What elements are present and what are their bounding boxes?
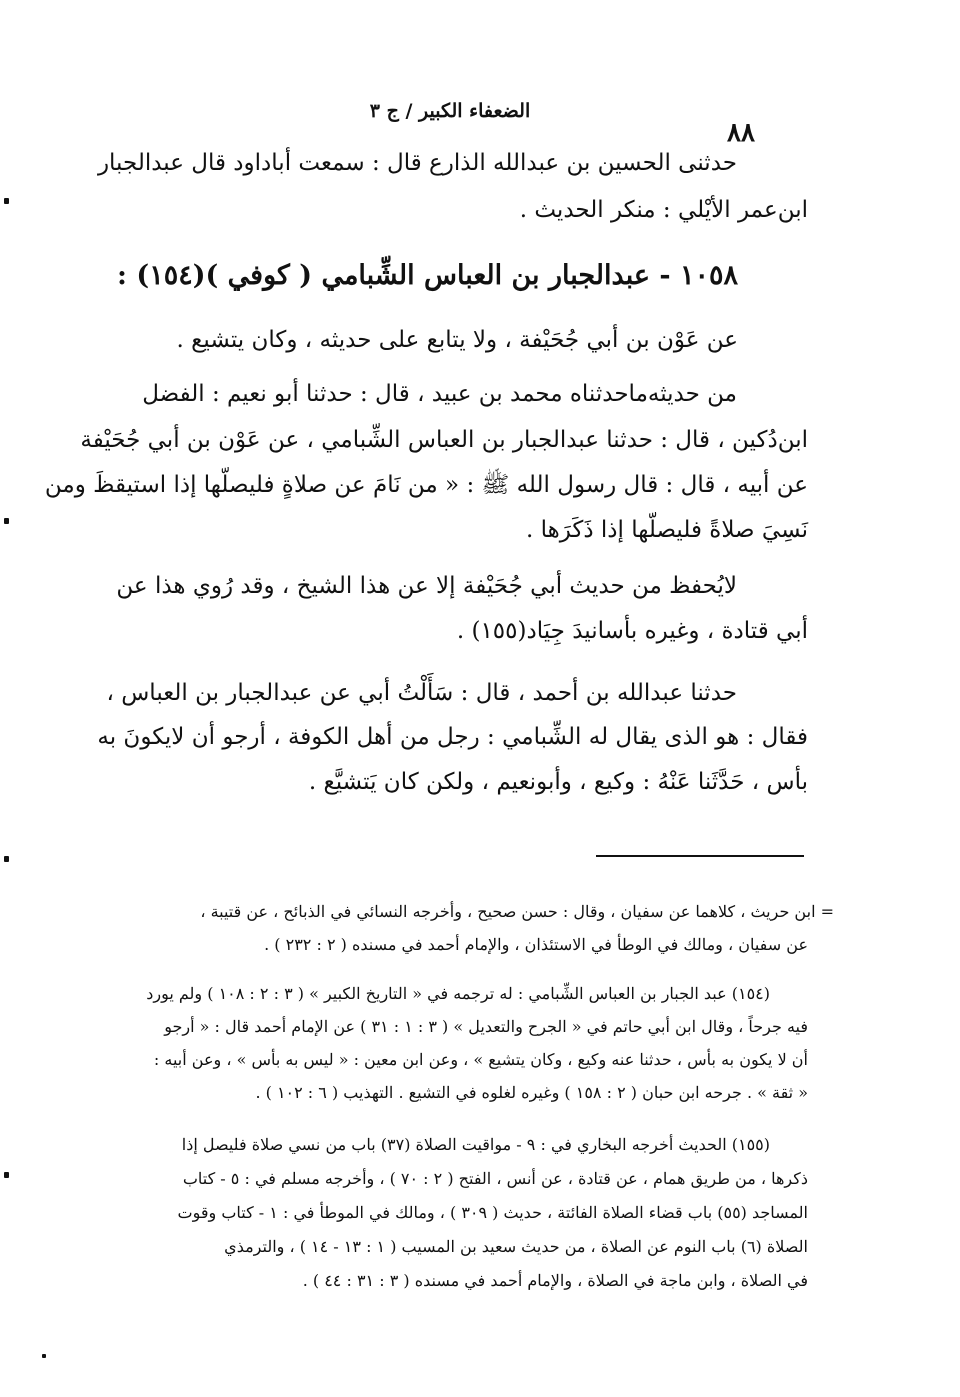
body-line-12: بأس ، حَدَّثَنا عَنْهُ : وكيع ، وأبونعيم ، ولكن كان يَتشيَّع . [308, 769, 808, 795]
entry-title: ١٠٥٨ - عبدالجبار بن العباس الشِّبامي ( كوفي )(١٥٤) : [117, 260, 738, 291]
body-line-7: نَسِيَ صلاةً فليصلّها إذا ذَكَرَها . [525, 517, 808, 543]
footnote-line-3: (١٥٤) عبد الجبار بن العباس الشِّبامي : له ترجمه في « التاريخ الكبير » ( ٣ : ٢ : ١٠٨ ) ولم يورد [146, 984, 770, 1003]
running-title: الضعفاء الكبير / ج ٣ [369, 100, 531, 122]
body-line-2: ابن‌عمر الأيْلي : منكر الحديث . [519, 197, 808, 223]
body-line-3: عن عَوْن بن أبي جُحَيْفة ، ولا يتابع على حديثه ، وكان يتشيع . [176, 327, 738, 353]
scan-mark [4, 518, 9, 524]
scan-mark [4, 1172, 9, 1178]
footnote-line-11: في الصلاة ، وابن ماجة في الصلاة ، والإمام أحمد في مسنده ( ٣ : ٣١ : ٤٤ ) . [302, 1271, 808, 1290]
page-number: ٨٨ [727, 118, 755, 148]
body-line-9: أبي قتادة ، وغيره بأسانيدَ جِيَاد(١٥٥) . [456, 618, 808, 644]
scan-mark [4, 198, 9, 204]
footnote-line-9: المساجد (٥٥) باب قضاء الصلاة الفائتة ، حديث ( ٣٠٩ ) ، ومالك في الموطأ في : ١ - كتاب وقوت [177, 1203, 808, 1222]
footnote-line-4: فيه جرحاً ، وقال ابن أبي حاتم في « الجرح والتعديل » ( ٣ : ١ : ٣١ ) عن الإمام أحمد قال : « أرجو [164, 1017, 808, 1036]
footnote-line-10: الصلاة (٦) باب النوم عن الصلاة ، من حديث سعيد بن المسيب ( ١ : ١٣ - ١٤ ) ، والترمذي [224, 1237, 808, 1256]
footnote-line-8: ذكرها ، من طريق همام ، عن قتادة ، عن أنس ، الفتح ( ٢ : ٧٠ ) ، وأخرجه مسلم في : ٥ - كتاب [182, 1169, 808, 1188]
body-line-11: فقال : هو الذى يقال له الشِّبامي : رجل من أهل الكوفة ، أرجو أن لايكونَ به [97, 724, 808, 750]
body-line-10: حدثنا عبدالله بن أحمد ، قال : سَأَلْتُ أبي عن عبدالجبار بن العباس ، [106, 680, 737, 706]
footnote-line-6: « ثقة » . جرحه ابن حبان ( ٢ : ١٥٨ ) وغيره لغلوه في التشيع . التهذيب ( ٦ : ١٠٢ ) . [255, 1083, 808, 1102]
footnote-line-7: (١٥٥) الحديث أخرجه البخاري في : ٩ - مواقيت الصلاة (٣٧) باب من نسي صلاة فليصل إذا [181, 1135, 770, 1154]
footnote-line-5: أن لا يكون به بأس ، حدثنا عنه وكيع ، وكان يتشيع » ، وعن ابن معين : « ليس به بأس » ، وعن أبيه : [153, 1050, 808, 1069]
footnote-line-1: = ابن حريث ، كلاهما عن سفيان ، وقال : حسن صحيح ، وأخرجه النسائي في الذبائح ، عن قتيبة ، [200, 902, 834, 921]
body-line-8: لايُحفظ من حديث أبي جُحَيْفة إلا عن هذا الشيخ ، وقد رُوي هذا عن [116, 573, 737, 599]
footnote-separator [596, 855, 804, 857]
footnote-line-2: عن سفيان ، ومالك في الوطأ في الاستئذان ، والإمام أحمد في مسنده ( ٢ : ٢٣٢ ) . [264, 935, 808, 954]
body-line-4: من حديثه‌ماحدثناه محمد بن عبيد ، قال : حدثنا أبو نعيم : الفضل [142, 381, 737, 407]
scan-mark [42, 1354, 46, 1358]
body-line-5: ابن‌دُكين ، قال : حدثنا عبدالجبار بن العباس الشِّبامي ، عن عَوْن بن أبي جُحَيْفة [80, 427, 808, 453]
body-line-1: حدثنى الحسين بن عبدالله الذارع قال : سمعت أباداود قال عبدالجبار [97, 150, 737, 176]
body-line-6: عن أبيه ، قال : قال رسول الله ﷺ : « من نَامَ عن صلاةٍ فليصلّها إذا استيقظَ ومن [44, 472, 808, 498]
scan-mark [4, 856, 9, 862]
